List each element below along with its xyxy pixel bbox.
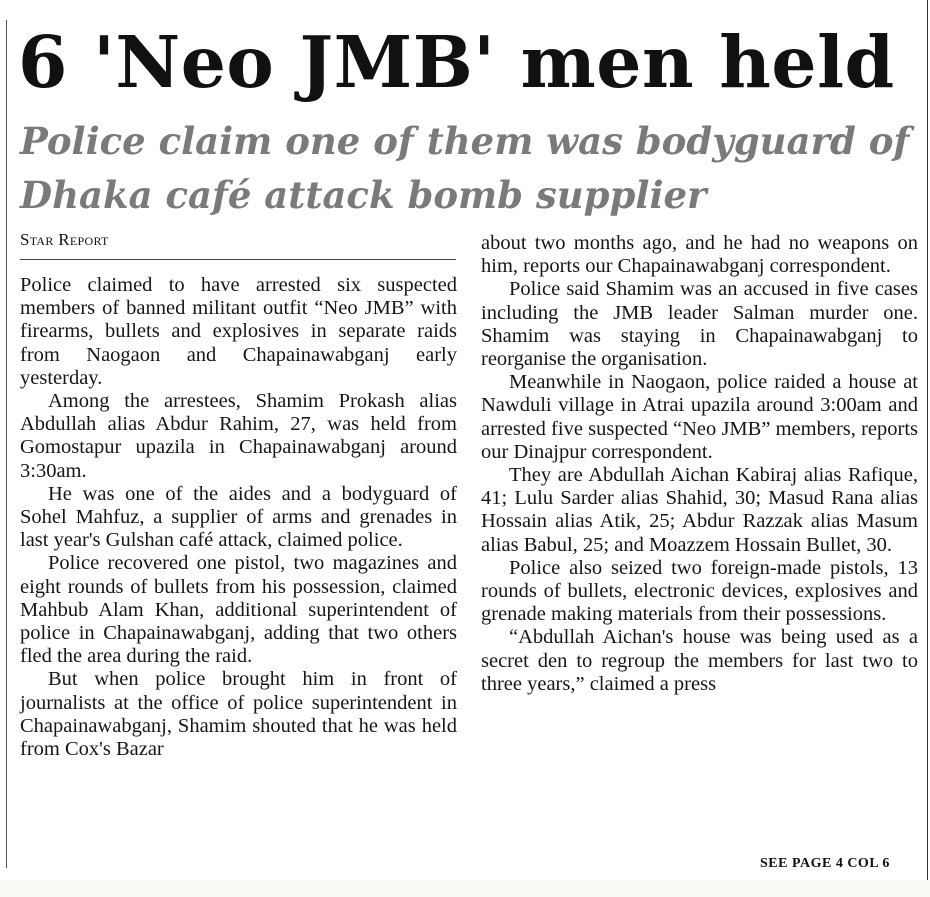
paragraph: Police said Shamim was an accused in five cases including the JMB leader Salman murder one. Shamim was staying in Chapainawabganj to reorganise the organisation. — [481, 278, 918, 371]
continuation-jump-line[interactable]: SEE PAGE 4 COL 6 — [760, 856, 890, 871]
paragraph: Police claimed to have arrested six suspected members of banned militant outfit “Neo JMB” with firearms, bullets and explosives in separate raids from Naogaon and Chapainawabganj early yesterday. — [20, 274, 457, 389]
paragraph: Police also seized two foreign-made pistols, 13 rounds of bullets, electronic devices, explosives and grenade making materials from their possessions. — [481, 556, 918, 626]
right-border-rule — [927, 0, 928, 880]
byline-rule — [20, 259, 456, 260]
paragraph: Among the arrestees, Shamim Prokash alias Abdullah alias Abdur Rahim, 27, was held from Gomostapur upazila in Chapainawabganj around 3:30am. — [20, 390, 457, 482]
paragraph: He was one of the aides and a bodyguard of Sohel Mahfuz, a supplier of arms and grenades in last year's Gulshan café attack, claimed police. — [20, 482, 457, 552]
headline: 6 'Neo JMB' men held — [18, 20, 895, 104]
paragraph: Police recovered one pistol, two magazines and eight rounds of bullets from his possession, claimed Mahbub Alam Khan, additional superintendent of police in Chapainawabganj, adding that two others fled the area during the raid. — [20, 552, 457, 668]
paragraph: But when police brought him in front of journalists at the office of police superintendent in Chapainawabganj, Shamim shouted that he was held from Cox's Bazar — [20, 668, 457, 761]
left-column-rule — [6, 20, 7, 868]
right-column — [481, 232, 918, 862]
paragraph: about two months ago, and he had no weapons on him, reports our Chapainawabganj correspondent. — [481, 232, 918, 278]
paragraph: Meanwhile in Naogaon, police raided a house at Nawduli village in Atrai upazila around 3:00am and arrested five suspected “Neo JMB” members, reports our Dinajpur correspondent. — [481, 371, 918, 463]
page-bottom-band — [0, 880, 930, 897]
left-column — [20, 274, 457, 874]
byline: Star Report — [20, 230, 109, 249]
subheadline: Police claim one of them was bodyguard of Dhaka café attack bomb supplier — [20, 119, 910, 217]
paragraph: “Abdullah Aichan's house was being used as a secret den to regroup the members for last two to three years,” claimed a press — [481, 626, 918, 695]
paragraph: They are Abdullah Aichan Kabiraj alias Rafique, 41; Lulu Sarder alias Shahid, 30; Masud Rana alias Hossain alias Atik, 25; Abdur Razzak alias Masum alias Babul, 25; and Moazzem Hossain Bullet, 30. — [481, 464, 918, 556]
